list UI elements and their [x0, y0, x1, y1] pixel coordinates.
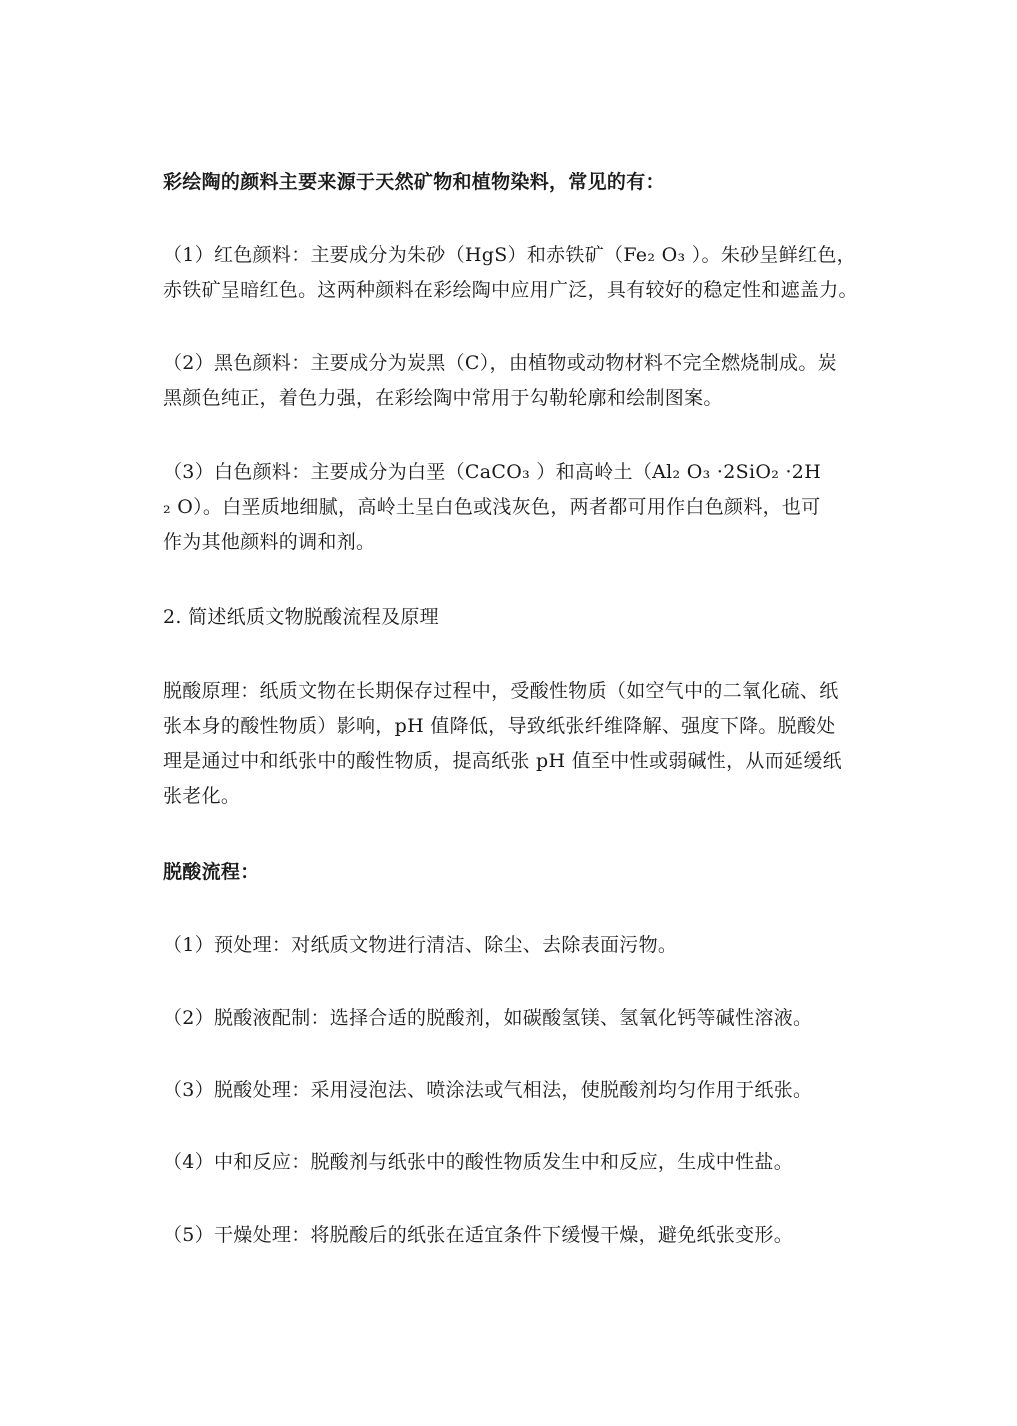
step-3	[163, 1073, 863, 1108]
step-1-line: （1）预处理：对纸质文物进行清洁、除尘、去除表面污物。	[163, 934, 678, 956]
principle-paragraph	[163, 674, 863, 814]
question-heading	[163, 600, 863, 635]
pigment-white-line-2: ₂ O）。白垩质地细腻，高岭土呈白色或浅灰色，两者都可用作白色颜料，也可	[163, 496, 821, 518]
pigment-red-paragraph	[163, 238, 863, 308]
pigment-red-line-1: （1）红色颜料：主要成分为朱砂（HgS）和赤铁矿（Fe₂ O₃ ）。朱砂呈鲜红色，	[163, 244, 856, 266]
intro-line: 彩绘陶的颜料主要来源于天然矿物和植物染料，常见的有：	[163, 171, 665, 193]
step-4	[163, 1145, 863, 1180]
process-heading	[163, 855, 863, 890]
pigment-white-paragraph	[163, 455, 863, 560]
process-heading-line: 脱酸流程：	[163, 861, 260, 883]
pigment-black-paragraph	[163, 346, 863, 416]
pigment-white-line-3: 作为其他颜料的调和剂。	[163, 531, 376, 553]
step-5	[163, 1218, 863, 1253]
step-1	[163, 928, 863, 963]
intro-paragraph	[163, 165, 863, 200]
principle-line-2: 张本身的酸性物质）影响，pH 值降低，导致纸张纤维降解、强度下降。脱酸处	[163, 715, 836, 737]
step-2-line: （2）脱酸液配制：选择合适的脱酸剂，如碳酸氢镁、氢氧化钙等碱性溶液。	[163, 1007, 813, 1029]
step-2	[163, 1001, 863, 1036]
step-5-line: （5）干燥处理：将脱酸后的纸张在适宜条件下缓慢干燥，避免纸张变形。	[163, 1224, 793, 1246]
principle-line-3: 理是通过中和纸张中的酸性物质，提高纸张 pH 值至中性或弱碱性，从而延缓纸	[163, 750, 842, 772]
pigment-white-line-1: （3）白色颜料：主要成分为白垩（CaCO₃ ）和高岭土（Al₂ O₃ ·2SiO₂ ·2H	[163, 461, 822, 483]
step-4-line: （4）中和反应：脱酸剂与纸张中的酸性物质发生中和反应，生成中性盐。	[163, 1151, 793, 1173]
question-line: 2. 简述纸质文物脱酸流程及原理	[163, 606, 439, 628]
step-3-line: （3）脱酸处理：采用浸泡法、喷涂法或气相法，使脱酸剂均匀作用于纸张。	[163, 1079, 813, 1101]
principle-line-1: 脱酸原理：纸质文物在长期保存过程中，受酸性物质（如空气中的二氧化硫、纸	[163, 680, 839, 702]
pigment-black-line-1: （2）黑色颜料：主要成分为炭黑（C），由植物或动物材料不完全燃烧制成。炭	[163, 352, 837, 374]
principle-line-4: 张老化。	[163, 785, 241, 807]
pigment-black-line-2: 黑颜色纯正，着色力强，在彩绘陶中常用于勾勒轮廓和绘制图案。	[163, 387, 723, 409]
pigment-red-line-2: 赤铁矿呈暗红色。这两种颜料在彩绘陶中应用广泛，具有较好的稳定性和遮盖力。	[163, 279, 858, 301]
